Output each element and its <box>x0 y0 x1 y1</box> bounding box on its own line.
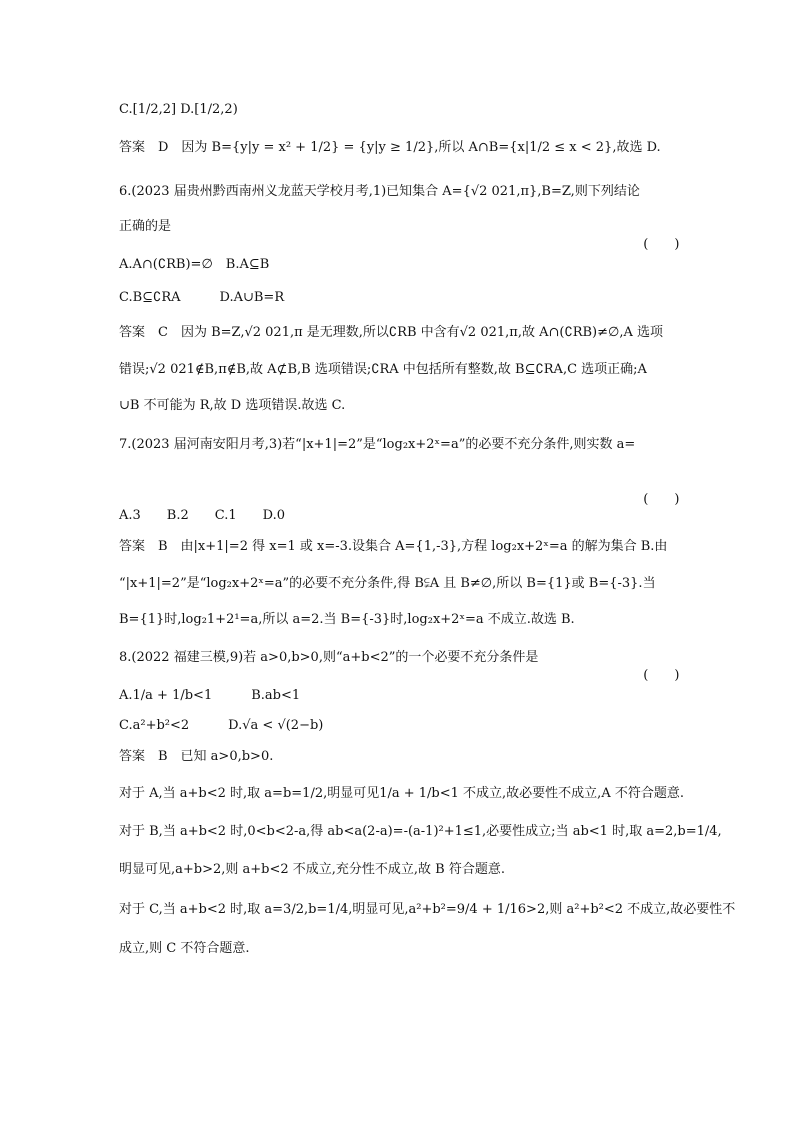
q6-answer-line1: 答案 C 因为 B=Z,√2 021,π 是无理数,所以∁RB 中含有√2 021,π,故 A∩(∁RB)≠∅,A 选项 <box>119 325 663 340</box>
q8-line1: 8.(2022 福建三模,9)若 a>0,b>0,则“a+b<2”的一个必要不充分条件是 <box>119 650 539 665</box>
q8-answer-c-text2: 成立,则 C 不符合题意. <box>119 941 250 956</box>
q8-options-cd <box>119 717 323 735</box>
q8-answer-c-text: 对于 C,当 a+b<2 时,取 a=3/2,b=1/4,明显可见,a²+b²=9/4 + 1/16>2,则 a²+b²<2 不成立,故必要性不 <box>119 902 736 917</box>
q6-answer <box>119 324 663 342</box>
q8-answer-bracket <box>635 649 679 685</box>
q7-answer-line2: “|x+1|=2”是“log₂x+2ˣ=a”的必要不充分条件,得 B⫋A 且 B≠∅,所以 B={1}或 B={-3}.当 <box>119 576 656 591</box>
q7-answer-bracket <box>635 473 679 509</box>
q8-options-cd-text: C.a²+b²<2 D.√a < √(2−b) <box>119 718 324 733</box>
q6-answer-bracket <box>635 218 679 254</box>
q7-options-text: A.3 B.2 C.1 D.0 <box>119 508 285 523</box>
q6-answer-cont <box>119 361 647 379</box>
q8-answer-a <box>119 785 684 803</box>
question-6-stem <box>119 183 640 201</box>
q8-answer-b <box>119 823 722 841</box>
q8-answer-c <box>119 901 735 919</box>
q8-answer-line1: 答案 B 已知 a>0,b>0. <box>119 749 274 764</box>
q6-answer-line3: ∪B 不可能为 R,故 D 选项错误.故选 C. <box>119 398 346 413</box>
answer-prev-text: 答案 D 因为 B={y|y = x² + 1/2} = {y|y ≥ 1/2},所以 A∩B={x|1/2 ≤ x < 2},故选 D. <box>119 140 661 155</box>
q8-bracket: ( ) <box>643 668 680 683</box>
q8-answer-b-text2: 明显可见,a+b>2,则 a+b<2 不成立,充分性不成立,故 B 符合题意. <box>119 862 506 877</box>
q7-answer <box>119 538 667 556</box>
question-6-stem-cont <box>119 218 171 236</box>
q8-options-ab-text: A.1/a + 1/b<1 B.ab<1 <box>119 688 301 703</box>
q8-answer-b-text: 对于 B,当 a+b<2 时,0<b<2-a,得 ab<a(2-a)=-(a-1)²+1≤1,必要性成立;当 ab<1 时,取 a=2,b=1/4, <box>119 824 722 839</box>
question-7-stem <box>119 436 635 454</box>
q6-options-ab <box>119 256 269 274</box>
q6-options-cd <box>119 289 284 307</box>
q6-bracket: ( ) <box>643 237 680 252</box>
q8-answer-b-cont <box>119 861 505 879</box>
q6-options-ab-text: A.A∩(∁RB)=∅ B.A⊆B <box>119 257 270 272</box>
q6-answer-line2: 错误;√2 021∉B,π∉B,故 A⊄B,B 选项错误;∁RA 中包括所有整数,故 B⊆∁RA,C 选项正确;A <box>119 362 647 377</box>
q6-line2: 正确的是 <box>119 219 172 234</box>
q6-options-cd-text: C.B⊆∁RA D.A∪B=R <box>119 290 285 305</box>
q7-options <box>119 507 285 525</box>
q7-answer-cont2 <box>119 611 575 629</box>
q8-answer <box>119 748 273 766</box>
q6-line1: 6.(2023 届贵州黔西南州义龙蓝天学校月考,1)已知集合 A={√2 021,π},B=Z,则下列结论 <box>119 184 640 199</box>
line-text-01: C.[1/2,2] D.[1/2,2) <box>119 102 238 117</box>
q7-answer-line3: B={1}时,log₂1+2¹=a,所以 a=2.当 B={-3}时,log₂x+2ˣ=a 不成立.故选 B. <box>119 612 575 627</box>
q8-answer-a-text: 对于 A,当 a+b<2 时,取 a=b=1/2,明显可见1/a + 1/b<1 不成立,故必要性不成立,A 不符合题意. <box>119 786 684 801</box>
q7-line1: 7.(2023 届河南安阳月考,3)若“|x+1|=2”是“log₂x+2ˣ=a”的必要不充分条件,则实数 a= <box>119 437 636 452</box>
answer-prev <box>119 139 661 157</box>
question-8-stem <box>119 649 538 667</box>
q7-bracket: ( ) <box>643 492 680 507</box>
q7-answer-line1: 答案 B 由|x+1|=2 得 x=1 或 x=-3.设集合 A={1,-3},方程 log₂x+2ˣ=a 的解为集合 B.由 <box>119 539 668 554</box>
q8-options-ab <box>119 687 300 705</box>
q8-answer-c-cont <box>119 940 249 958</box>
q7-answer-cont <box>119 575 656 593</box>
q6-answer-cont2 <box>119 397 345 415</box>
option-cd-prev <box>119 101 238 119</box>
